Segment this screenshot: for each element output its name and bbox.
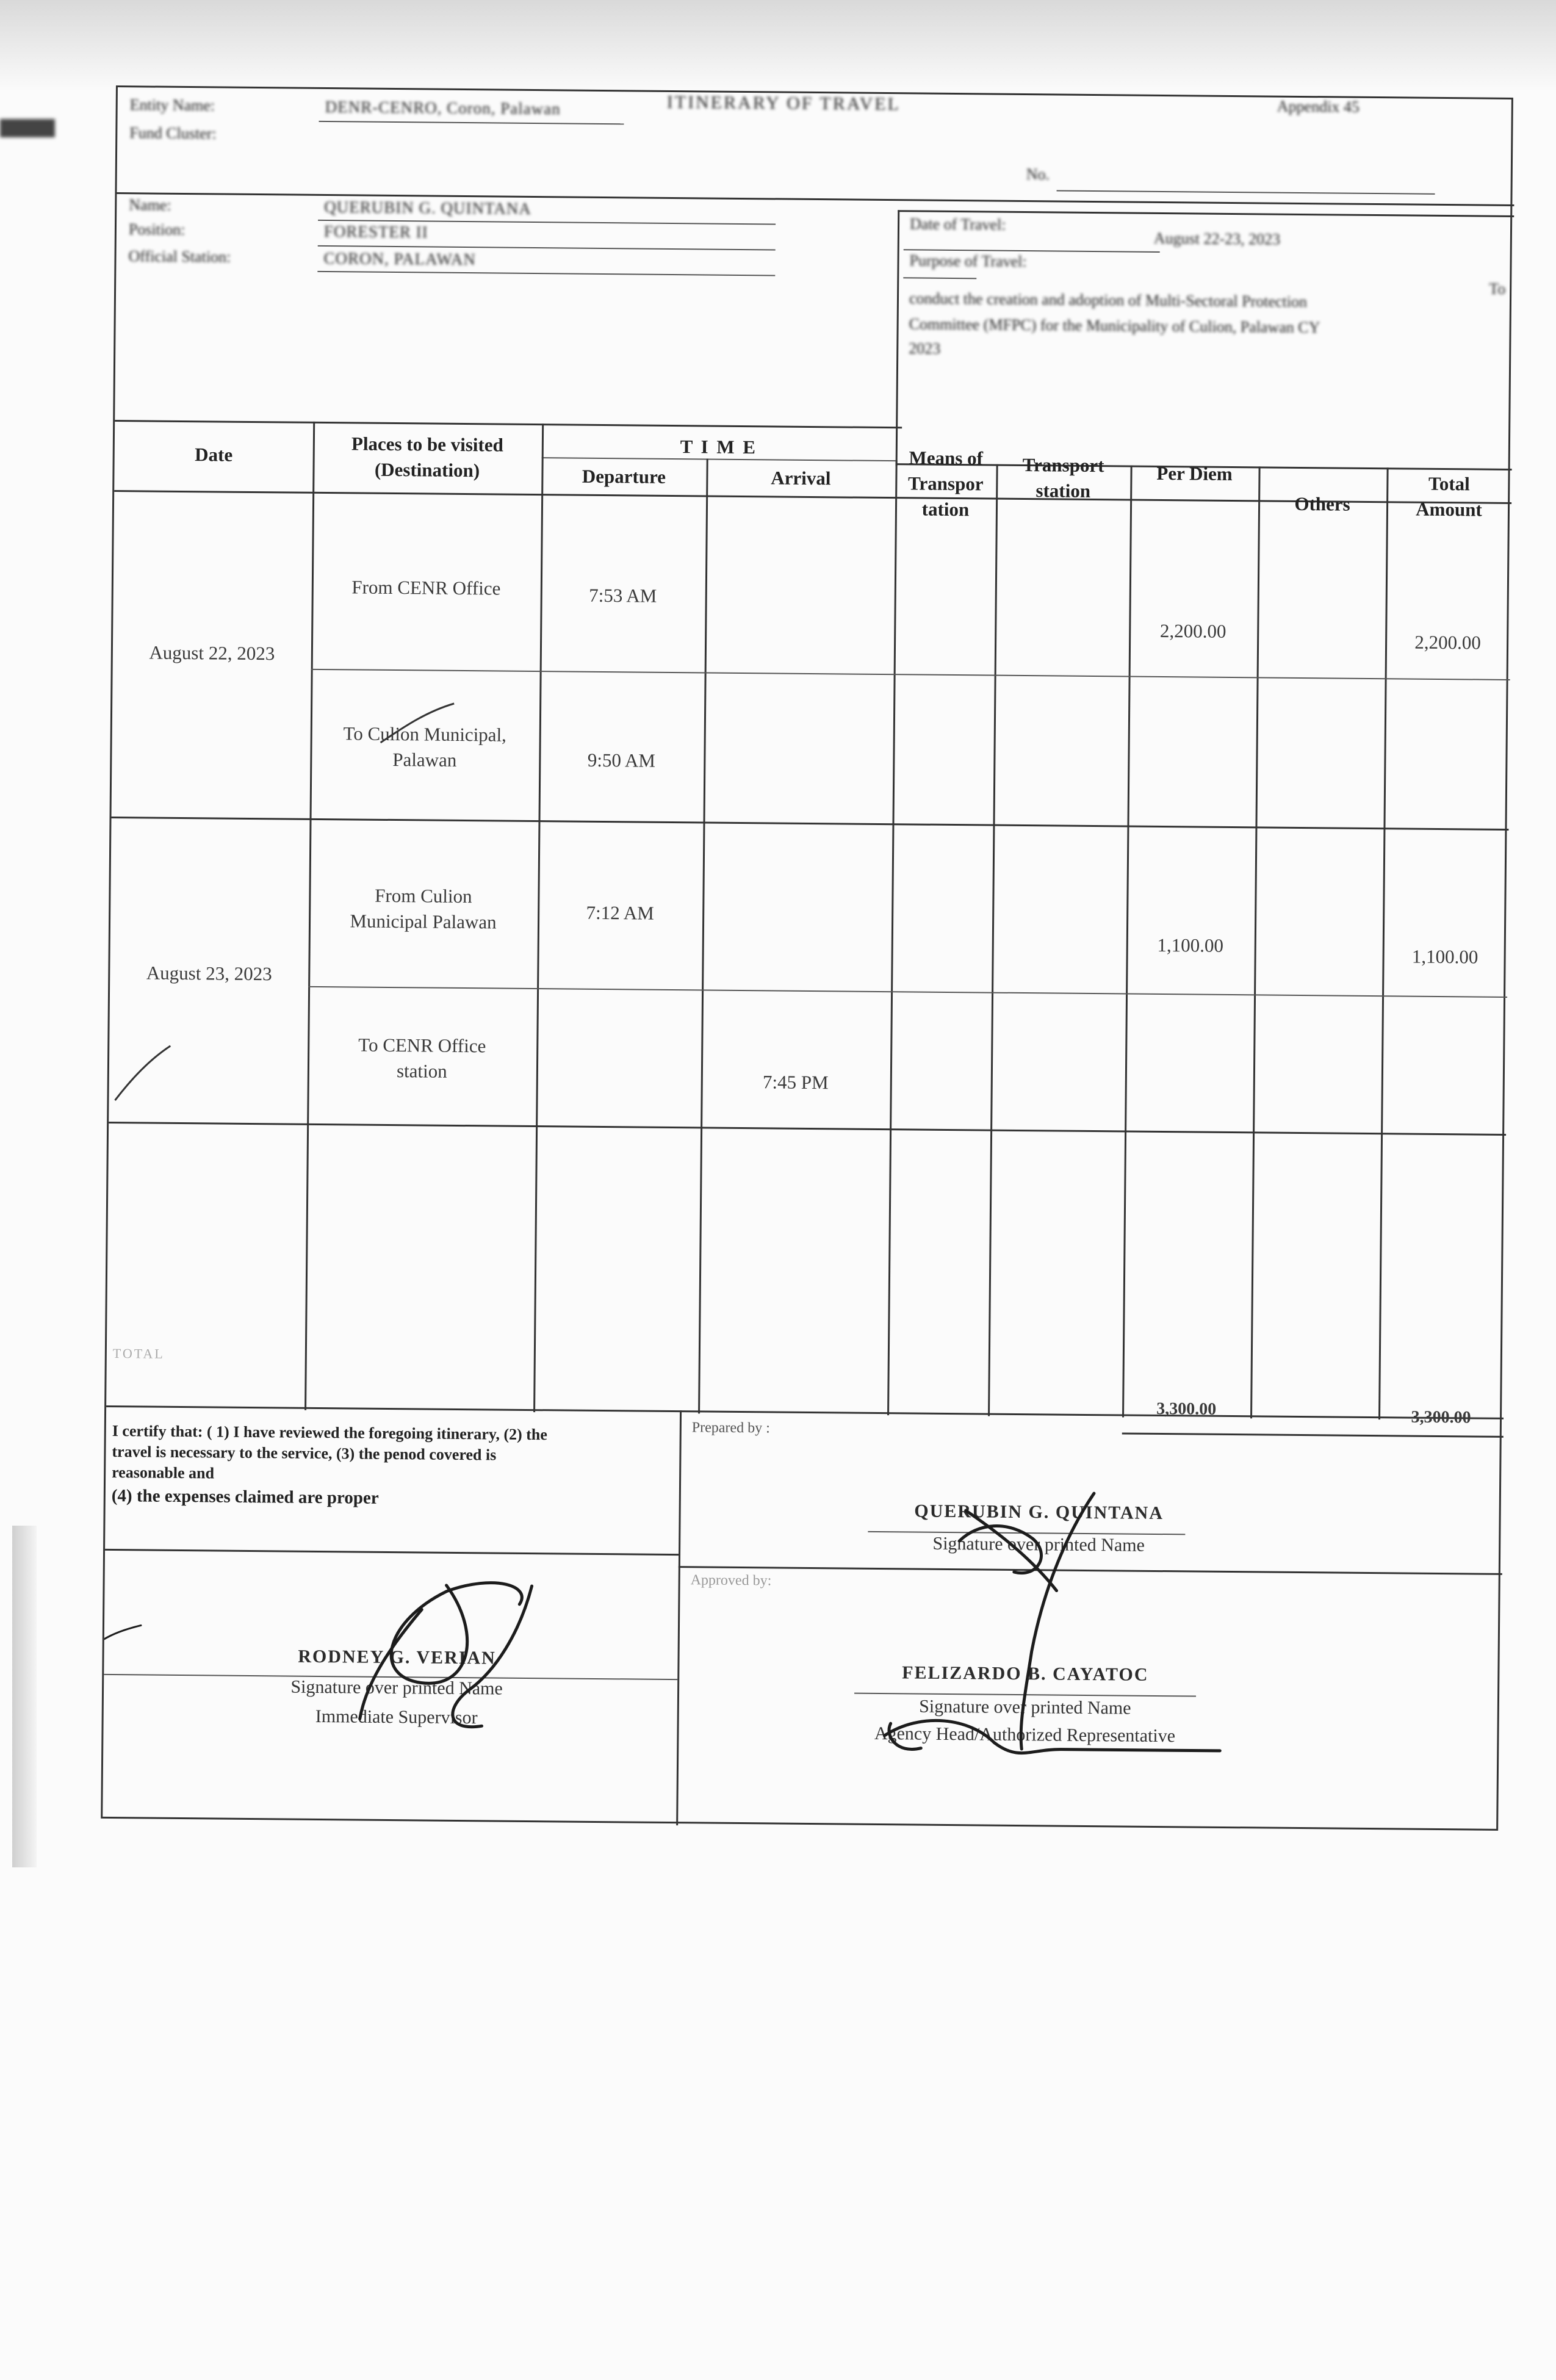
prepared-name: QUERUBIN G. QUINTANA: [914, 1501, 1164, 1524]
table-row-2-place-1: To Culion Municipal,: [343, 723, 507, 746]
prepared-caption: Signature over printed Name: [932, 1533, 1145, 1556]
table-row-2-place-2: Palawan: [392, 748, 457, 771]
table-row-3-departure: 7:12 AM: [586, 901, 654, 924]
certify-line-3: reasonable and: [112, 1463, 215, 1482]
station-value: CORON, PALAWAN: [323, 248, 477, 269]
supervisor-caption: Signature over printed Name: [290, 1676, 503, 1699]
total-amount: 3,300.00: [1411, 1407, 1471, 1427]
itinerary-form: [101, 85, 1513, 1831]
date-of-travel-label: Date of Travel:: [909, 215, 1006, 234]
row-sep-2a: [308, 986, 1507, 998]
purpose-line-2: Committee (MFPC) for the Municipality of Culion, Palawan CY: [909, 315, 1320, 337]
total-label: TOTAL: [112, 1346, 165, 1361]
table-row-4-arrival: 7:45 PM: [762, 1071, 829, 1094]
prepared-by-label: Prepared by :: [691, 1419, 770, 1437]
col-header-departure: Departure: [582, 465, 666, 488]
station-underline: [317, 271, 775, 276]
col-div-means: [988, 464, 998, 1416]
table-row-1-per-diem: 2,200.00: [1159, 619, 1226, 642]
col-header-transport-1: Transport: [1022, 453, 1104, 477]
certify-line-4: (4) the expenses claimed are proper: [111, 1486, 379, 1508]
col-header-time: T I M E: [680, 436, 758, 458]
table-row-1-departure: 7:53 AM: [589, 584, 657, 607]
no-underline: [1057, 190, 1435, 194]
col-header-places-1: Places to be visited: [351, 433, 503, 456]
col-header-means-3: tation: [921, 498, 970, 521]
pen-check-icon: [375, 700, 461, 749]
approved-by-label: Approved by:: [690, 1572, 772, 1589]
row-sep-day: [112, 817, 1509, 831]
purpose-line-1: conduct the creation and adoption of Multi-Sectoral Protection: [909, 289, 1308, 311]
table-row-2-departure: 9:50 AM: [587, 749, 656, 771]
approved-name: FELIZARDO B. CAYATOC: [902, 1662, 1149, 1685]
approved-caption: Signature over printed Name: [919, 1696, 1131, 1718]
entity-name-label: Entity Name:: [129, 96, 215, 115]
col-header-total-2: Amount: [1416, 498, 1482, 521]
station-label: Official Station:: [128, 247, 231, 266]
col-header-total-1: Total: [1428, 472, 1470, 495]
col-header-means-2: Transpor: [907, 472, 984, 495]
purpose-label: Purpose of Travel:: [909, 251, 1027, 271]
col-header-arrival: Arrival: [771, 467, 831, 489]
certify-line-1: I certify that: ( 1) I have reviewed the foregoing itinerary, (2) the: [112, 1422, 548, 1444]
col-header-others: Others: [1294, 492, 1350, 515]
table-row-3-place-1: From Culion: [375, 884, 472, 907]
col-header-date: Date: [195, 444, 233, 466]
pen-strike-icon: [109, 1027, 182, 1107]
table-row-4-place-2: station: [396, 1060, 447, 1082]
row-sep-end: [109, 1122, 1506, 1136]
table-row-3-total: 1,100.00: [1411, 945, 1479, 968]
total-per-diem: 3,300.00: [1156, 1399, 1217, 1419]
position-value: FORESTER II: [323, 222, 428, 242]
signature-strokes-icon: [103, 1399, 1504, 1839]
fund-cluster-label: Fund Cluster:: [129, 124, 217, 143]
table-row-1-place-1: From CENR Office: [351, 576, 501, 599]
table-row-4-place-1: To CENR Office: [358, 1034, 486, 1057]
position-label: Position:: [128, 220, 185, 239]
col-header-transport-2: station: [1036, 480, 1091, 502]
name-value: QUERUBIN G. QUINTANA: [324, 197, 531, 218]
col-header-places-2: (Destination): [374, 458, 480, 481]
entity-underline: [319, 121, 624, 124]
table-row-3-place-2: Municipal Palawan: [350, 910, 497, 933]
no-label: No.: [1026, 165, 1050, 184]
certify-line-2: travel is necessary to the service, (3) the penod covered is: [112, 1443, 497, 1464]
form-title: ITINERARY OF TRAVEL: [666, 92, 901, 115]
table-row-1-total: 2,200.00: [1414, 631, 1482, 654]
date-of-travel-value: August 22-23, 2023: [1153, 229, 1281, 248]
table-row-1-date: August 22, 2023: [149, 641, 275, 665]
supervisor-role: Immediate Supervisor: [315, 1706, 478, 1728]
name-label: Name:: [129, 196, 171, 214]
entity-name-value: DENR-CENRO, Coron, Palawan: [325, 97, 561, 118]
purpose-line-3: 2023: [909, 339, 941, 358]
purpose-to: To: [1489, 279, 1506, 298]
approved-role: Agency Head/Authorized Representative: [874, 1723, 1176, 1747]
col-div-arrival: [887, 460, 898, 1415]
scan-shadow-top: [0, 0, 1556, 92]
purpose-underline: [903, 277, 976, 279]
edge-mark: [0, 119, 55, 137]
scan-shadow-left: [12, 1526, 37, 1867]
col-header-means-1: Means of: [909, 447, 984, 469]
table-row-3-per-diem: 1,100.00: [1157, 934, 1224, 956]
row-sep-1a: [311, 669, 1510, 680]
col-header-per-diem: Per Diem: [1156, 462, 1233, 485]
supervisor-name: RODNEY G. VERIAN: [298, 1646, 496, 1668]
appendix-label: Appendix 45: [1277, 97, 1360, 116]
table-row-3-date: August 23, 2023: [146, 962, 272, 985]
table-top: [115, 420, 902, 428]
